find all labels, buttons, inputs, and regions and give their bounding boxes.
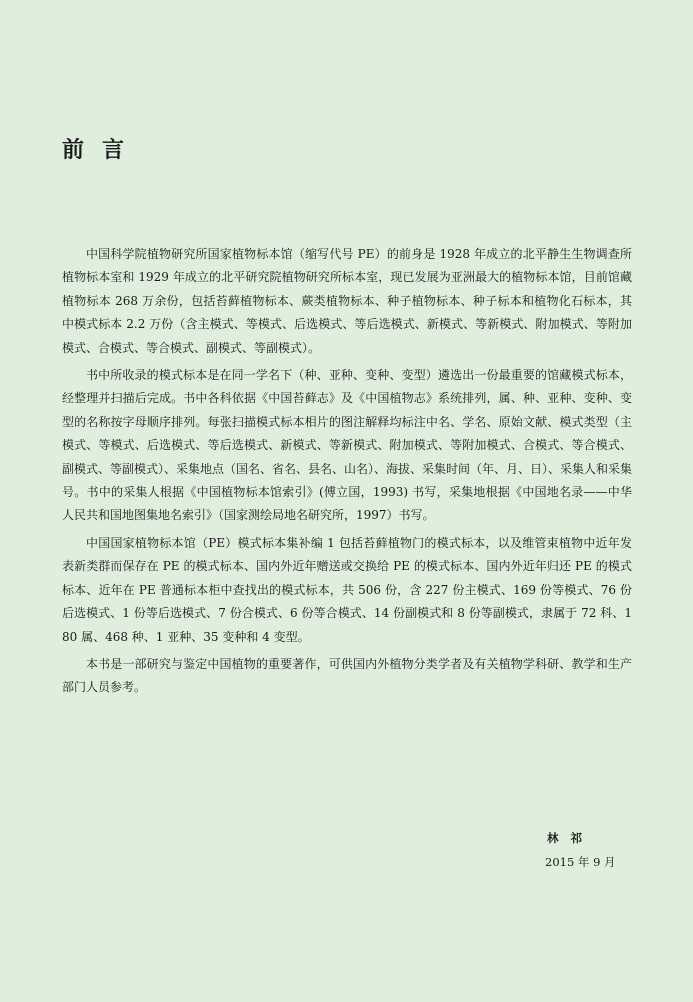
signature-block (545, 826, 665, 874)
paragraph-3: 中国国家植物标本馆（PE）模式标本集补编 1 包括苔藓植物门的模式标本，以及维管束植物中近年发表新类群而保存在 PE 的模式标本、国内外近年赠送或交换给 PE 的模式标本、国内外近年归还 PE 的模式标本、近年在 PE 普通标本柜中查找出的模式标本，共 506 份，含 227 份主模式、169 份等模式、76 份后选模式、1 份等后选模式、7 份合模式、6 份等合模式、14 份副模式和 8 份等副模式，隶属于 72 科、180 属、468 种、1 亚种、35 变种和 4 变型。 (62, 535, 632, 644)
paragraph-4: 本书是一部研究与鉴定中国植物的重要著作，可供国内外植物分类学者及有关植物学科研、教学和生产部门人员参考。 (62, 656, 632, 695)
author-name: 林祁 (547, 831, 594, 845)
preface-body (62, 243, 632, 704)
page-title: 前言 (62, 137, 143, 163)
paragraph-2: 书中所收录的模式标本是在同一学名下（种、亚种、变种、变型）遴选出一份最重要的馆藏模式标本，经整理并扫描后完成。书中各科依据《中国苔藓志》及《中国植物志》系统排列，属、种、亚种、变种、变型的名称按字母顺序排列。每张扫描模式标本相片的图注解释均标注中名、学名、原始文献、模式类型（主模式、等模式、后选模式、等后选模式、新模式、等新模式、附加模式、等附加模式、合模式、等合模式、副模式、等副模式）、采集地点（国名、省名、县名、山名）、海拔、采集时间（年、月、日）、采集人和采集号。书中的采集人根据《中国植物标本馆索引》(傅立国，1993) 书写，采集地根据《中国地名录——中华人民共和国地图集地名索引》（国家测绘局地名研究所，1997）书写。 (62, 368, 633, 523)
signature-date: 2015 年 9 月 (545, 855, 616, 869)
paragraph-1: 中国科学院植物研究所国家植物标本馆（缩写代号 PE）的前身是 1928 年成立的北平静生生物调查所植物标本室和 1929 年成立的北平研究院植物研究所标本室，现已发展为亚洲最大的植物标本馆，目前馆藏植物标本 268 万余份，包括苔藓植物标本、蕨类植物标本、种子植物标本、种子标本和植物化石标本，其中模式标本 2.2 万份（含主模式、等模式、后选模式、等后选模式、新模式、等新模式、附加模式、等附加模式、合模式、等合模式、副模式、等副模式）。 (62, 247, 632, 355)
